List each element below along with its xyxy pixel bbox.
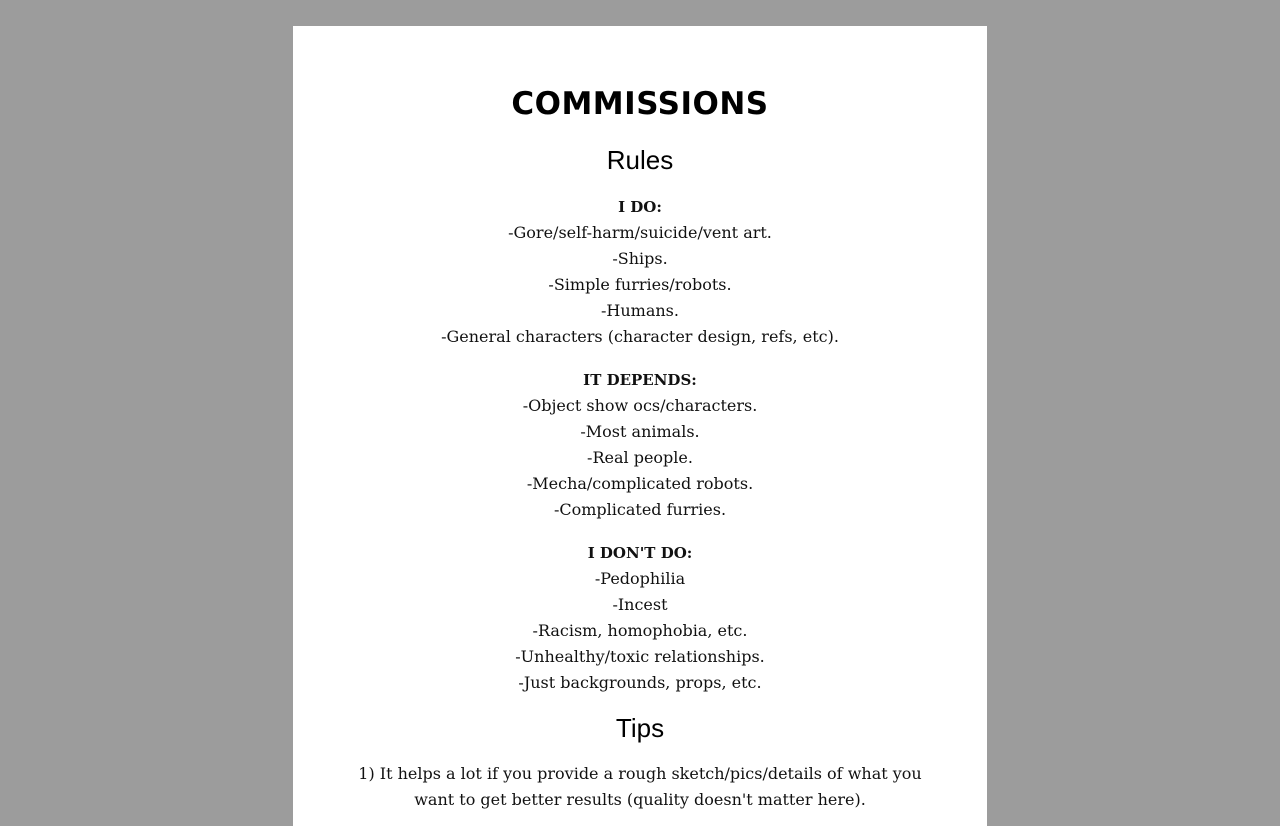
- tips-section: [353, 761, 927, 813]
- list-item: -Object show ocs/characters.: [522, 396, 758, 415]
- tip-item: 1) It helps a lot if you provide a rough sketch/pics/details of what you want to get better results (quality doesn't matter here).: [358, 764, 922, 809]
- list-item: -Pedophilia: [594, 569, 686, 588]
- tips-heading: Tips: [615, 713, 665, 743]
- list-item: -Complicated furries.: [553, 500, 727, 519]
- list-item: -Most animals.: [580, 422, 700, 441]
- list-item: -Gore/self-harm/suicide/vent art.: [508, 223, 772, 242]
- list-item: -Racism, homophobia, etc.: [532, 621, 748, 640]
- list-item: -Humans.: [601, 301, 679, 320]
- list-item: -Mecha/complicated robots.: [526, 474, 754, 493]
- it-depends-label: IT DEPENDS:: [583, 371, 697, 389]
- list-item: -Just backgrounds, props, etc.: [518, 673, 762, 692]
- it-depends-section: [293, 367, 987, 523]
- i-do-section: [293, 194, 987, 350]
- i-do-label: I DO:: [618, 198, 662, 216]
- i-dont-do-section: [293, 540, 987, 696]
- list-item: -General characters (character design, refs, etc).: [441, 327, 839, 346]
- list-item: -Ships.: [612, 249, 668, 268]
- document-page: [293, 26, 987, 826]
- list-item: -Real people.: [587, 448, 693, 467]
- list-item: -Incest: [612, 595, 668, 614]
- list-item: -Simple furries/robots.: [548, 275, 732, 294]
- i-dont-do-label: I DON'T DO:: [587, 544, 693, 562]
- page-title: COMMISSIONS: [511, 86, 769, 122]
- list-item: -Unhealthy/toxic relationships.: [515, 647, 765, 666]
- rules-heading: Rules: [606, 145, 674, 175]
